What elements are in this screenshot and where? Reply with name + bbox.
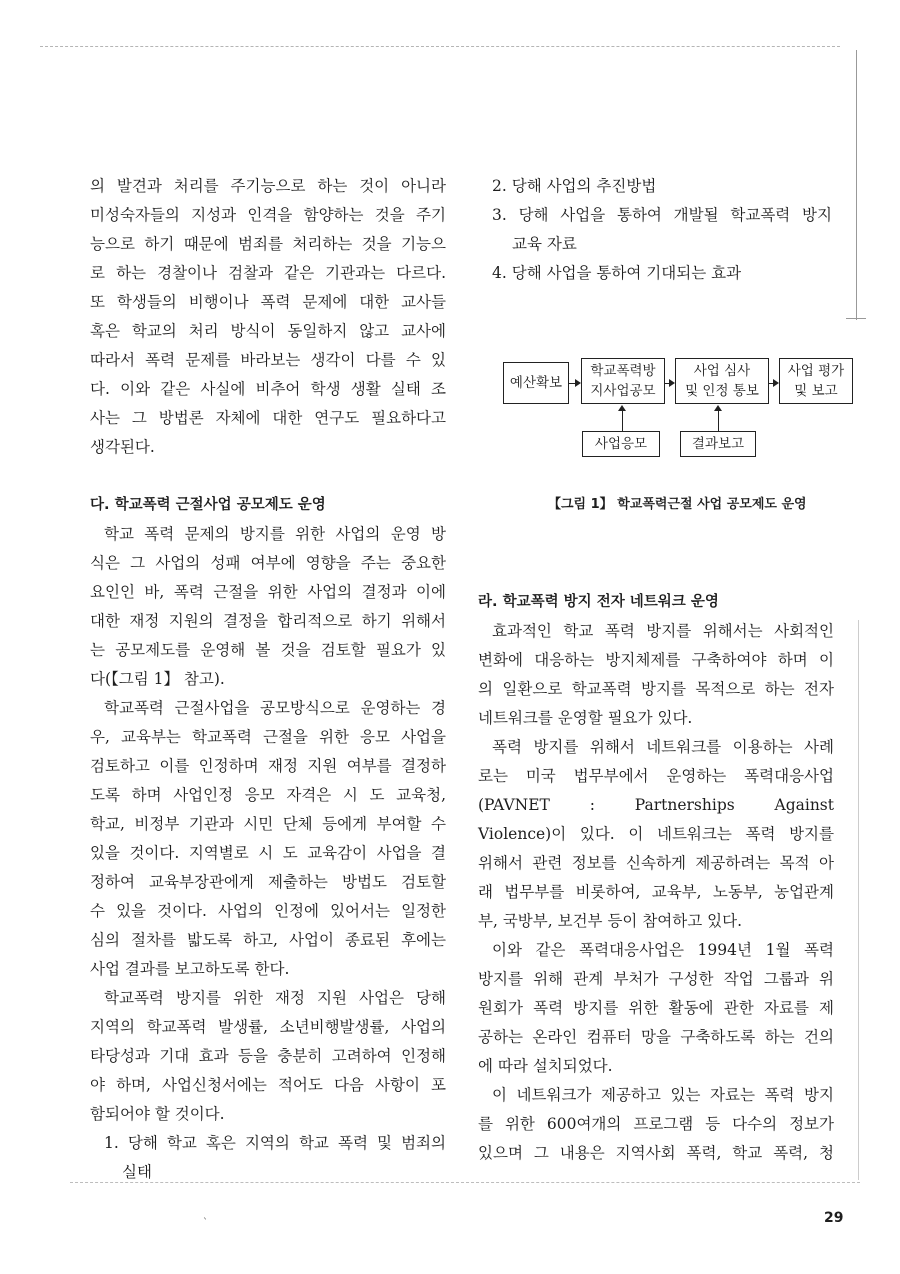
arrow-review-to-evaluate bbox=[769, 383, 777, 384]
scan-speck: ` bbox=[203, 1218, 208, 1229]
text-line: 학교폭력 근절사업을 공모방식으로 운영하는 경 bbox=[104, 699, 446, 717]
text-line: 실태 bbox=[122, 1163, 152, 1181]
apply-box bbox=[582, 431, 660, 457]
text-line: 교육 자료 bbox=[512, 235, 577, 253]
text-line: 있을 것이다. 지역별로 시 도 교육감이 사업을 결 bbox=[90, 844, 446, 862]
scan-border-tick bbox=[846, 318, 866, 319]
text-line: (PAVNET : Partnerships Against bbox=[478, 796, 834, 814]
figure-1-caption: 【그림 1】 학교폭력근절 사업 공모제도 운영 bbox=[548, 497, 807, 512]
paragraph-gap bbox=[90, 462, 446, 491]
right-column-bottom bbox=[478, 588, 834, 1168]
review-box-line1: 사업 심사 bbox=[693, 363, 751, 379]
text-line: 학교 폭력 문제의 방지를 위한 사업의 운영 방 bbox=[104, 525, 446, 543]
text-line: 3. 당해 사업을 통하여 개발될 학교폭력 방지 bbox=[492, 206, 832, 224]
text-line: 능으로 하기 때문에 범죄를 처리하는 것을 기능으 bbox=[90, 235, 446, 253]
arrow-result-to-review bbox=[718, 407, 719, 431]
review-box bbox=[675, 358, 769, 404]
text-line: 네트워크를 운영할 필요가 있다. bbox=[478, 709, 693, 727]
result-box bbox=[680, 431, 756, 457]
evaluate-box bbox=[779, 358, 853, 404]
text-line: 4. 당해 사업을 통하여 기대되는 효과 bbox=[492, 264, 742, 282]
review-box-line2: 및 인정 통보 bbox=[685, 383, 759, 399]
text-line: 우, 교육부는 학교폭력 근절을 위한 응모 사업을 bbox=[90, 728, 446, 746]
text-line: 미성숙자들의 지성과 인격을 함양하는 것을 주기 bbox=[90, 206, 446, 224]
arrow-budget-to-publish bbox=[569, 383, 579, 384]
section-heading: 라. 학교폭력 방지 전자 네트워크 운영 bbox=[478, 594, 719, 610]
text-line: 심의 절차를 밟도록 하고, 사업이 종료된 후에는 bbox=[90, 931, 446, 949]
text-line: 1. 당해 학교 혹은 지역의 학교 폭력 및 범죄의 bbox=[104, 1134, 446, 1152]
text-line: 수 있을 것이다. 사업의 인정에 있어서는 일정한 bbox=[90, 902, 446, 920]
text-line: 학교폭력 방지를 위한 재정 지원 사업은 당해 bbox=[104, 989, 446, 1007]
text-line: 야 하며, 사업신청서에는 적어도 다음 사항이 포 bbox=[90, 1076, 446, 1094]
text-line: 다(【그림 1】 참고). bbox=[90, 670, 225, 688]
apply-box-label: 사업응모 bbox=[594, 436, 648, 452]
text-line: 있으며 그 내용은 지역사회 폭력, 학교 폭력, 청 bbox=[478, 1144, 834, 1162]
publish-box-line1: 학교폭력방 bbox=[590, 363, 656, 379]
left-column bbox=[90, 172, 446, 1187]
text-line: 의 발견과 처리를 주기능으로 하는 것이 아니라 bbox=[90, 177, 446, 195]
text-line: 다. 이와 같은 사실에 비추어 학생 생활 실태 조 bbox=[90, 380, 446, 398]
text-line: 변화에 대응하는 방지체제를 구축하여야 하며 이 bbox=[478, 651, 834, 669]
evaluate-box-line2: 및 보고 bbox=[794, 383, 838, 399]
text-line: 원회가 폭력 방지를 위한 활동에 관한 자료를 제 bbox=[478, 999, 834, 1017]
text-line: Violence)이 있다. 이 네트워크는 폭력 방지를 bbox=[478, 825, 834, 843]
scan-border-right bbox=[856, 50, 857, 320]
text-line: 대한 재정 지원의 결정을 합리적으로 하기 위해서 bbox=[90, 612, 446, 630]
text-line: 에 따라 설치되었다. bbox=[478, 1057, 613, 1075]
text-line: 위해서 관련 정보를 신속하게 제공하려는 목적 아 bbox=[478, 854, 834, 872]
text-line: 이 네트워크가 제공하고 있는 자료는 폭력 방지 bbox=[492, 1086, 834, 1104]
text-line: 로는 미국 법무부에서 운영하는 폭력대응사업 bbox=[478, 767, 834, 785]
text-line: 로 하는 경찰이나 검찰과 같은 기관과는 다르다. bbox=[90, 264, 446, 282]
arrow-apply-to-publish bbox=[622, 407, 623, 431]
text-line: 사업 결과를 보고하도록 한다. bbox=[90, 960, 290, 978]
text-line: 따라서 폭력 문제를 바라보는 생각이 다를 수 있 bbox=[90, 351, 446, 369]
text-line: 지역의 학교폭력 발생률, 소년비행발생률, 사업의 bbox=[90, 1018, 446, 1036]
text-line: 검토하고 이를 인정하며 재정 지원 여부를 결정하 bbox=[90, 757, 446, 775]
text-line: 정하여 교육부장관에게 제출하는 방법도 검토할 bbox=[90, 873, 446, 891]
right-column-top bbox=[492, 172, 832, 288]
text-line: 혹은 학교의 처리 방식이 동일하지 않고 교사에 bbox=[90, 322, 446, 340]
text-line: 또 학생들의 비행이나 폭력 문제에 대한 교사들 bbox=[90, 293, 446, 311]
text-line: 함되어야 할 것이다. bbox=[90, 1105, 225, 1123]
text-line: 학교, 비정부 기관과 시민 단체 등에게 부여할 수 bbox=[90, 815, 446, 833]
text-line: 래 법무부를 비롯하여, 교육부, 노동부, 농업관계 bbox=[478, 883, 834, 901]
text-line: 는 공모제도를 운영해 볼 것을 검토할 필요가 있 bbox=[90, 641, 446, 659]
text-line: 방지를 위해 관계 부처가 구성한 작업 그룹과 위 bbox=[478, 970, 834, 988]
text-line: 폭력 방지를 위해서 네트워크를 이용하는 사례 bbox=[492, 738, 834, 756]
text-line: 요인인 바, 폭력 근절을 위한 사업의 결정과 이에 bbox=[90, 583, 446, 601]
text-line: 생각된다. bbox=[90, 438, 155, 456]
text-line: 효과적인 학교 폭력 방지를 위해서는 사회적인 bbox=[492, 622, 834, 640]
budget-box-label: 예산확보 bbox=[509, 375, 563, 391]
section-heading: 다. 학교폭력 근절사업 공모제도 운영 bbox=[90, 497, 326, 513]
scan-border-right-lower bbox=[858, 620, 859, 1180]
page-number: 29 bbox=[824, 1210, 844, 1226]
evaluate-box-line1: 사업 평가 bbox=[787, 363, 845, 379]
text-line: 부, 국방부, 보건부 등이 참여하고 있다. bbox=[478, 912, 743, 930]
budget-box bbox=[503, 362, 569, 404]
text-line: 공하는 온라인 컴퓨터 망을 구축하도록 하는 건의 bbox=[478, 1028, 834, 1046]
text-line: 타당성과 기대 효과 등을 충분히 고려하여 인정해 bbox=[90, 1047, 446, 1065]
arrow-publish-to-review bbox=[665, 383, 673, 384]
text-line: 를 위한 600여개의 프로그램 등 다수의 정보가 bbox=[478, 1115, 834, 1133]
text-line: 도록 하며 사업인정 응모 자격은 시 도 교육청, bbox=[90, 786, 446, 804]
text-line: 의 일환으로 학교폭력 방지를 목적으로 하는 전자 bbox=[478, 680, 834, 698]
text-line: 식은 그 사업의 성패 여부에 영향을 주는 중요한 bbox=[90, 554, 446, 572]
text-line: 사는 그 방법론 자체에 대한 연구도 필요하다고 bbox=[90, 409, 446, 427]
scan-border-top bbox=[40, 46, 840, 47]
text-line: 2. 당해 사업의 추진방법 bbox=[492, 177, 657, 195]
publish-box bbox=[581, 358, 665, 404]
result-box-label: 결과보고 bbox=[691, 436, 745, 452]
publish-box-line2: 지사업공모 bbox=[590, 383, 656, 399]
text-line: 이와 같은 폭력대응사업은 1994년 1월 폭력 bbox=[492, 941, 834, 959]
